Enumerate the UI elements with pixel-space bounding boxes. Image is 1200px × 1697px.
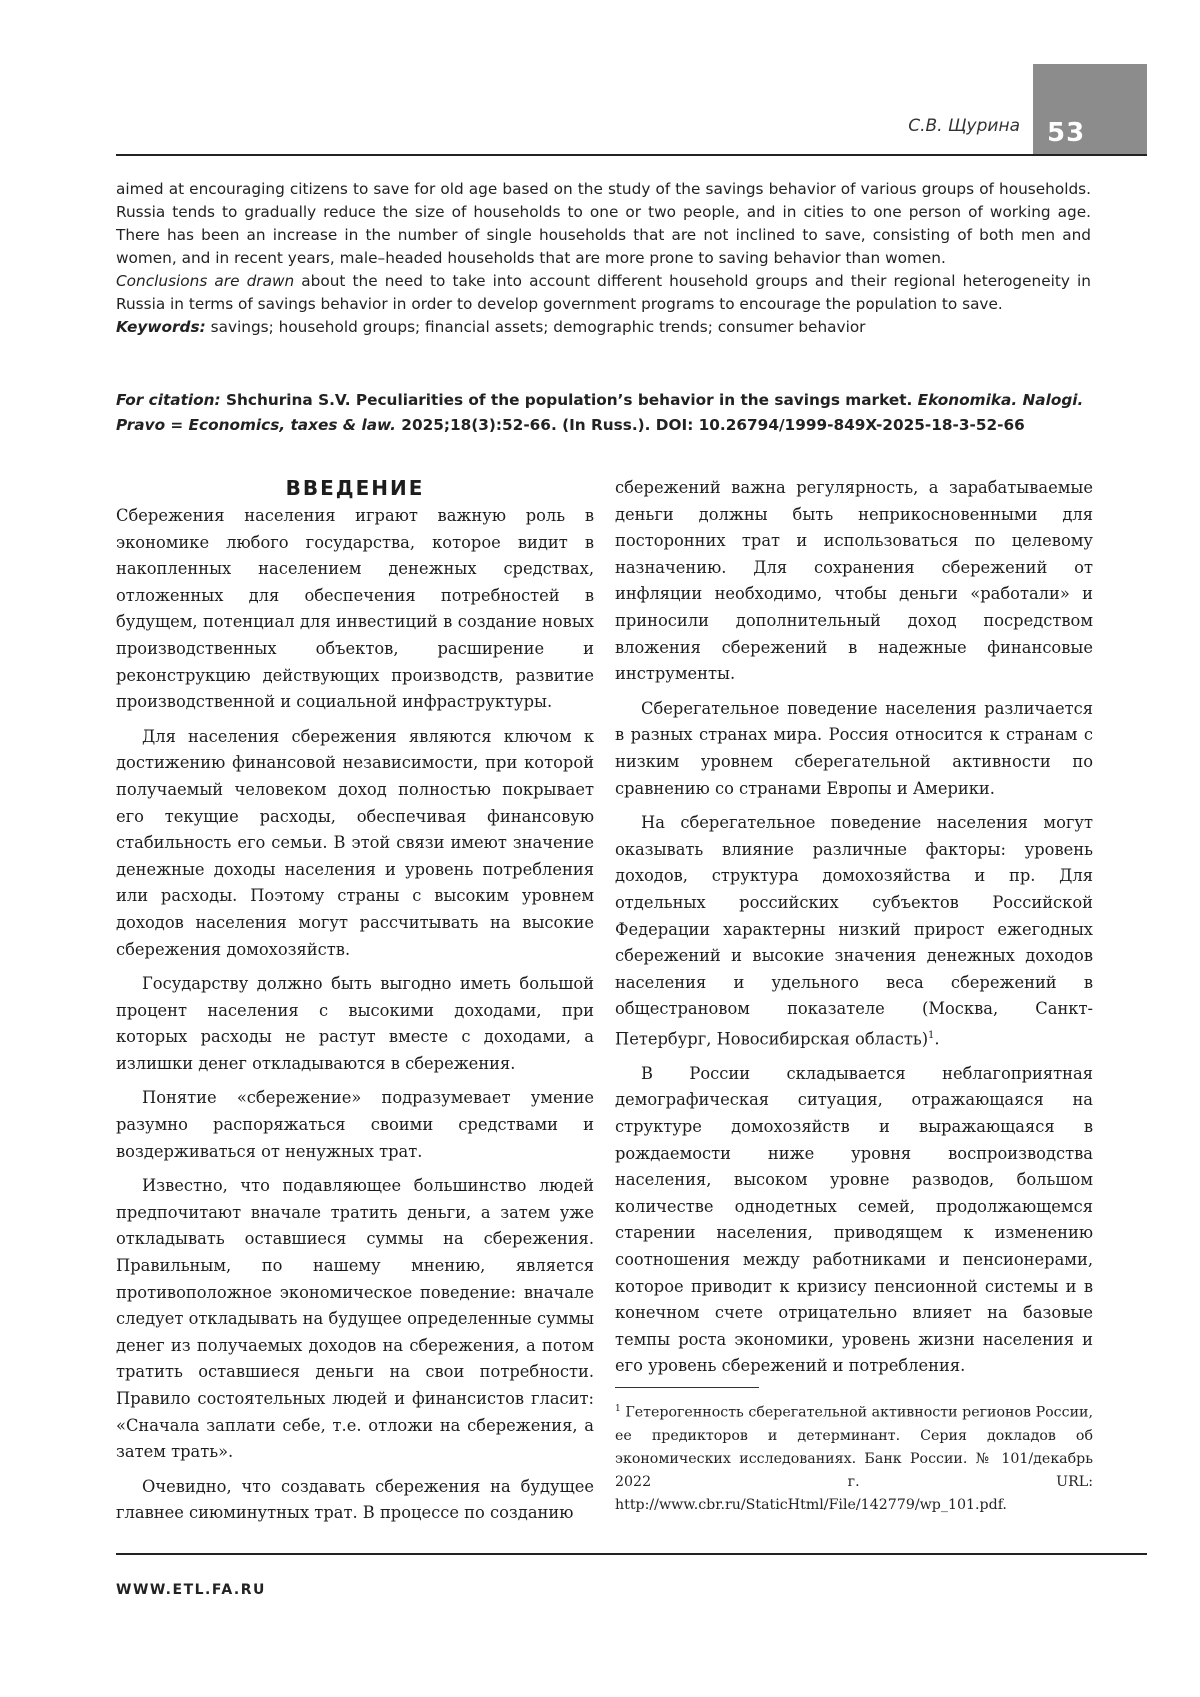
citation-journal: Ekonomika. Nalogi. Pravo = Economics, taxes & law. <box>116 391 1084 434</box>
abstract <box>116 178 1091 339</box>
body-paragraph <box>615 810 1093 1053</box>
keywords-text: savings; household groups; financial assets; demographic trends; consumer behavior <box>205 318 866 336</box>
footnote-reference[interactable]: 1 <box>928 1029 935 1041</box>
conclusions-text: about the need to take into account different household groups and their regional heterogeneity in Russia in terms of savings behavior in order to develop government programs to encourage the population to save. <box>116 272 1092 313</box>
citation-label: For citation: <box>116 391 221 409</box>
citation-text-1: Shchurina S.V. Peculiarities of the population’s behavior in the savings market. <box>220 391 918 409</box>
body-paragraph: В России складывается неблагоприятная демографическая ситуация, отражающаяся на структуре домохозяйств и выражающаяся в рождаемости ниже уровня воспроизводства населения, высоком уровне разводов, большом количестве однодетных семей, продолжающемся старении населения, приводящем к изменению соотношения между работниками и пенсионерами, которое приводит к кризису пенсионной системы и в конечном счете отрицательно влияет на базовые темпы роста экономики, уровень жизни населения и его уровень сбережений и потребления. <box>615 1063 1093 1376</box>
body-paragraph-text: На сберегательное поведение населения могут оказывать влияние различные факторы: уровень доходов, структура домохозяйства и пр. Для отдельных российских субъектов Российской Федерации характерны низкий прирост ежегодных сбережений и высокие значения денежных доходов населения и удельного веса сбережений в общестрановом показателе (Москва, Санкт-Петербург, Новосибирская область) <box>615 813 1093 1049</box>
footer-rule <box>116 1553 1147 1555</box>
body-paragraph: Известно, что подавляющее большинство людей предпочитают вначале тратить деньги, а затем уже откладывать оставшиеся суммы на сбережения. Правильным, по нашему мнению, является противоположное экономическое поведение: вначале следует откладывать на будущее определенные суммы денег из получаемых доходов на сбережения, а потом тратить оставшиеся деньги на свои потребности. Правило состоятельных людей и финансистов гласит: «Сначала заплати себе, т.е. отложи на сбережения, а затем трать». <box>116 1176 594 1462</box>
keywords <box>116 316 1091 339</box>
page-number: 53 <box>1047 118 1086 148</box>
body-column-right <box>615 475 1093 1388</box>
conclusions-lead: Conclusions are drawn <box>116 272 295 290</box>
body-paragraph: Сберегательное поведение населения различается в разных странах мира. Россия относится к странам с низким уровнем сберегательной активности по сравнению со странами Европы и Америки. <box>615 698 1093 798</box>
body-column-left <box>116 475 594 1535</box>
body-paragraph: Сбережения населения играют важную роль в экономике любого государства, которое видит в накопленных населением денежных средствах, отложенных для обеспечения потребностей в будущем, потенциал для инвестиций в создание новых производственных объектов, расширение и реконструкцию действующих производств, развитие производственной и социальной инфраструктуры. <box>116 506 594 712</box>
page-number-box <box>1033 64 1147 156</box>
footer-site-url[interactable]: WWW.ETL.FA.RU <box>116 1582 266 1598</box>
footnote-mark: 1 <box>615 1404 621 1414</box>
body-paragraph: Для населения сбережения являются ключом к достижению финансовой независимости, при которой получаемый человеком доход полностью покрывает его текущие расходы, обеспечивая финансовую стабильность его семьи. В этой связи имеют значение денежные доходы населения и уровень потребления или расходы. Поэтому страны с высоким уровнем доходов населения могут рассчитывать на высокие сбережения домохозяйств. <box>116 726 594 959</box>
footnote-text: Гетерогенность сберегательной активности регионов России, ее предикторов и детерминант. Серия докладов об экономических исследованиях. Банк России. № 101/декабрь 2022 г. URL: http://www.cbr.ru/StaticHtml/File/142779/wp_101.pdf. <box>615 1404 1093 1513</box>
body-paragraph: сбережений важна регулярность, а зарабатываемые деньги должны быть неприкосновенными для посторонних трат и использоваться по целевому назначению. Для сохранения сбережений от инфляции необходимо, чтобы деньги «работали» и приносили дополнительный доход посредством вложения сбережений в надежные финансовые инструменты. <box>615 478 1093 684</box>
keywords-label: Keywords: <box>116 318 206 336</box>
section-heading: ВВЕДЕНИЕ <box>285 476 425 500</box>
footnote <box>615 1398 1093 1517</box>
footnote-rule <box>615 1387 759 1388</box>
body-paragraph-end: . <box>934 1029 940 1049</box>
body-paragraph: Очевидно, что создавать сбережения на будущее главнее сиюминутных трат. В процессе по созданию <box>116 1476 594 1523</box>
citation-text-2: 2025;18(3):52-66. (In Russ.). DOI: 10.26794/1999-849X-2025-18-3-52-66 <box>395 416 1025 434</box>
body-paragraph: Понятие «сбережение» подразумевает умение разумно распоряжаться своими средствами и воздерживаться от ненужных трат. <box>116 1088 594 1161</box>
header-rule <box>116 154 1147 156</box>
citation <box>116 388 1106 438</box>
running-header-author: С.В. Щурина <box>908 116 1020 136</box>
abstract-conclusions <box>116 270 1091 316</box>
body-paragraph: Государству должно быть выгодно иметь большой процент населения с высокими доходами, при которых расходы не растут вместе с доходами, а излишки денег откладываются в сбережения. <box>116 974 594 1073</box>
abstract-paragraph: aimed at encouraging citizens to save for old age based on the study of the savings behavior of various groups of households. Russia tends to gradually reduce the size of households to one or two people, and in cities to one person of working age. There has been an increase in the number of single households that are not inclined to save, consisting of both men and women, and in recent years, male–headed households that are more prone to saving behavior than women. <box>116 180 1091 267</box>
